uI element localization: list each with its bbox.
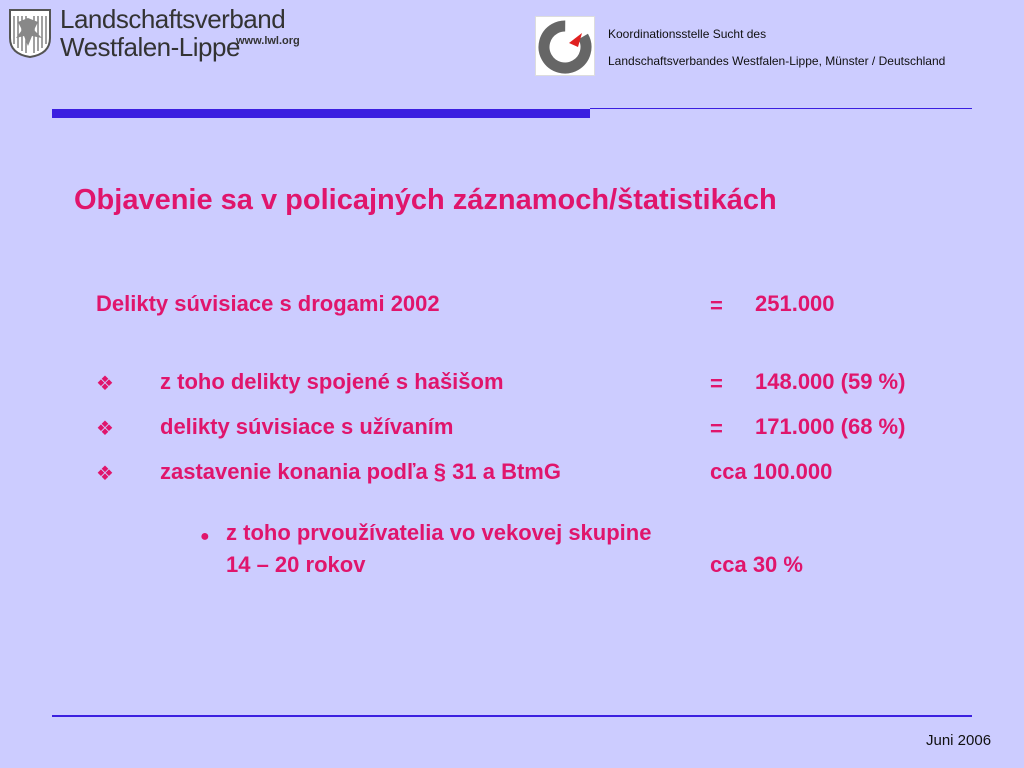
logo-url: www.lwl.org (236, 35, 300, 47)
org-name-line2: Landschaftsverbandes Westfalen-Lippe, Münster / Deutschland (608, 54, 946, 68)
logo-title-line1: Landschaftsverband (60, 4, 286, 34)
koordinationsstelle-logo-icon (535, 16, 595, 76)
round-bullet-icon: ● (200, 528, 210, 545)
sub-item-line2: 14 – 20 rokov (226, 552, 366, 577)
header-divider-thick (52, 109, 590, 118)
item-label: zastavenie konania podľa § 31 a BtmG (160, 459, 561, 484)
footer-date: Juni 2006 (926, 732, 992, 749)
diamond-bullet-icon: ❖ (96, 463, 114, 485)
item-value: 171.000 (68 %) (755, 414, 906, 439)
item-equals: = (710, 371, 723, 396)
lwl-logo-icon (8, 8, 52, 58)
item-label: delikty súvisiace s užívaním (160, 414, 454, 439)
item-equals: = (710, 416, 723, 441)
sub-item-line1: z toho prvoužívatelia vo vekovej skupine (226, 520, 652, 545)
logo-title-line2: Westfalen-Lippe (60, 32, 240, 62)
summary-equals: = (710, 293, 723, 318)
diamond-bullet-icon: ❖ (96, 418, 114, 440)
header-divider-thin (590, 108, 972, 109)
item-label: z toho delikty spojené s hašišom (160, 369, 504, 394)
item-value: cca 100.000 (710, 459, 833, 484)
sub-item-value: cca 30 % (710, 552, 803, 577)
org-name-line1: Koordinationsstelle Sucht des (608, 27, 767, 41)
slide-title: Objavenie sa v policajných záznamoch/štatistikách (74, 184, 777, 216)
summary-value: 251.000 (755, 291, 835, 316)
footer-divider (52, 715, 972, 717)
item-value: 148.000 (59 %) (755, 369, 906, 394)
summary-label: Delikty súvisiace s drogami 2002 (96, 291, 440, 316)
diamond-bullet-icon: ❖ (96, 373, 114, 395)
